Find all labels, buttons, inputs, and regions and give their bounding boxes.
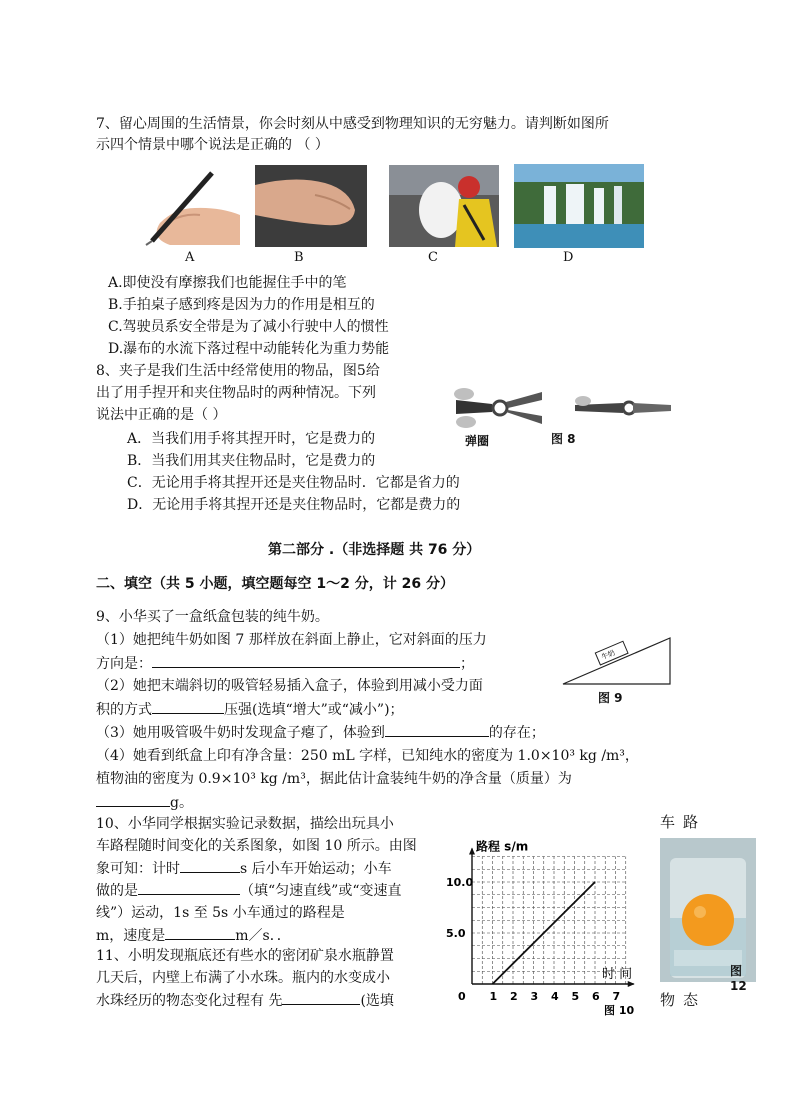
section-fill-blank: 二、填空（共 5 小题，填空题每空 1～2 分，计 26 分） [96, 576, 454, 592]
q9-part1-a: （1）她把纯牛奶如图 7 那样放在斜面上静止，它对斜面的压力 [96, 632, 487, 648]
spring-label: 弹圈 [465, 434, 490, 448]
milk-box-text: 牛奶 [600, 648, 617, 662]
q11-line3-suffix: (选填 [360, 993, 394, 1009]
q10-line4 [96, 880, 401, 901]
q9-blank-pressure-direction[interactable] [152, 653, 460, 668]
q7-option-a: A.即使没有摩擦我们也能握住手中的笔 [108, 275, 347, 291]
image-a-hand-pen [140, 163, 240, 245]
q7-option-c: C.驾驶员系安全带是为了减小行驶中人的惯性 [108, 319, 389, 335]
q8-option-d: D．无论用手将其捏开还是夹住物品时，它都是费力的 [127, 497, 461, 513]
q9-part2-b [96, 699, 404, 720]
side-text-state: 物态 [660, 991, 707, 1009]
q10-line5: 线”）运动，1s 至 5s 小车通过的路程是 [96, 905, 345, 921]
part2-title: 第二部分 .（非选择题 共 76 分） [268, 542, 481, 558]
q10-blank-start-time[interactable] [180, 858, 240, 873]
q10-line4-prefix: 做的是 [96, 883, 138, 899]
image-label-b: B [294, 250, 304, 265]
q8-line3: 说法中正确的是（ ） [96, 407, 227, 423]
q11-line3 [96, 990, 394, 1011]
q8-option-c: C．无论用手将其捏开还是夹住物品时．它都是省力的 [127, 475, 460, 491]
q10-blank-speed[interactable] [165, 925, 235, 940]
q10-line2-text: 车路程随时间变化的关系图象，如图 10 所示。由图 [96, 838, 417, 854]
q9-part2-suffix: 压强(选填“增大”或“减小”)； [224, 702, 404, 718]
fig9-label: 图 9 [598, 691, 623, 705]
clip-closed-image [573, 393, 673, 423]
x-tick-label: 7 [612, 990, 621, 1003]
q9-blank-pressure[interactable] [152, 699, 224, 714]
q9-blank-mass[interactable] [96, 792, 170, 807]
q10-blank-motion-type[interactable] [138, 880, 240, 895]
x-axis-label: 时 间 [602, 967, 633, 982]
fig8-label: 图 8 [551, 432, 576, 446]
q11-line2: 几天后，内壁上布满了小水珠。瓶内的水变成小 [96, 970, 390, 986]
image-label-d: D [563, 250, 574, 265]
q9-part2-a: （2）她把末端斜切的吸管轻易插入盒子，体验到用减小受力面 [96, 678, 483, 694]
q8-option-a: A．当我们用手将其捏开时，它是费力的 [127, 431, 376, 447]
clip-open-image [452, 384, 544, 430]
fig12-label: 图12 [730, 964, 747, 993]
y-axis-arrow [469, 848, 475, 855]
image-c-airbag [389, 165, 499, 247]
x-tick-label: 2 [510, 990, 518, 1003]
q11-line1: 11、小明发现瓶底还有些水的密闭矿泉水瓶静置 [96, 948, 394, 964]
x-tick-label: 3 [530, 990, 539, 1003]
q7-line2: 示四个情景中哪个说法是正确的 （ ） [96, 137, 329, 153]
q9-part2-prefix: 积的方式 [96, 702, 152, 718]
q10-line6-prefix: m，速度是 [96, 928, 166, 944]
orange-in-glass-photo [660, 838, 756, 993]
q10-line3-suffix: s 后小车开始运动；小车 [240, 861, 392, 877]
q7-option-d: D.瀑布的水流下落过程中动能转化为重力势能 [108, 341, 390, 357]
q9-part4-a: （4）她看到纸盒上印有净含量：250 mL 字样，已知纯水的密度为 1.0×10³ kg /m³， [96, 748, 639, 764]
q10-line2 [96, 836, 417, 856]
q9-part3-prefix: （3）她用吸管吸牛奶时发现盒子瘪了，体验到 [96, 725, 385, 741]
y-axis-label: 路程 s/m [476, 839, 529, 854]
q8-line2: 出了用手捏开和夹住物品时的两种情况。下列 [96, 385, 376, 401]
q10-line3 [96, 858, 392, 879]
x-tick-label: 4 [551, 990, 559, 1003]
q10-line3-prefix: 象可知：计时 [96, 861, 180, 877]
q9-part1-suffix: ； [460, 656, 474, 672]
q10-line4-suffix: （填“匀速直线”或“变速直 [240, 883, 402, 899]
origin-label: 0 [458, 990, 466, 1003]
image-b-hand-table [255, 165, 367, 247]
x-tick-label: 6 [592, 990, 600, 1003]
q7-option-b: B.手拍桌子感到疼是因为力的作用是相互的 [108, 297, 375, 313]
q8-option-b: B．当我们用其夹住物品时，它是费力的 [127, 453, 376, 469]
distance-time-chart [448, 808, 648, 1018]
q9-part4-suffix: g。 [170, 795, 193, 811]
q7-line1: 7、留心周围的生活情景，你会时刻从中感受到物理知识的无穷魅力。请判断如图所 [96, 116, 609, 132]
image-label-c: C [428, 250, 438, 265]
q11-blank-process[interactable] [282, 990, 360, 1005]
q9-part4-c [96, 792, 193, 813]
q10-line6 [96, 925, 291, 946]
q10-line6-suffix: m／s．． [235, 928, 291, 944]
q10-line1: 10、小华同学根据实验记录数据，描绘出玩具小 [96, 816, 394, 832]
image-label-a: A [185, 250, 195, 265]
y-tick-label: 5.0 [446, 927, 466, 940]
fig10-label: 图 10 [604, 1004, 635, 1017]
q9-part1-b [96, 653, 474, 674]
x-tick-label: 5 [571, 990, 580, 1003]
x-tick-label: 1 [489, 990, 498, 1003]
q9-intro: 9、小华买了一盒纸盒包装的纯牛奶。 [96, 609, 329, 625]
q9-blank-existence[interactable] [385, 722, 489, 737]
image-d-waterfall [514, 164, 644, 248]
q9-part3-suffix: 的存在； [488, 725, 545, 741]
q9-part1-prefix: 方向是： [96, 656, 152, 672]
q9-part3 [96, 722, 545, 743]
y-tick-label: 10.0 [446, 876, 474, 889]
q11-line3-prefix: 水珠经历的物态变化过程有 先 [96, 993, 283, 1009]
side-text-car-road: 车路 [660, 813, 707, 831]
incline-figure [560, 636, 674, 688]
q8-line1: 8、夹子是我们生活中经常使用的物品，图5给 [96, 363, 380, 379]
q9-part4-b: 植物油的密度为 0.9×10³ kg /m³，据此估计盒装纯牛奶的净含量（质量）为 [96, 771, 572, 787]
